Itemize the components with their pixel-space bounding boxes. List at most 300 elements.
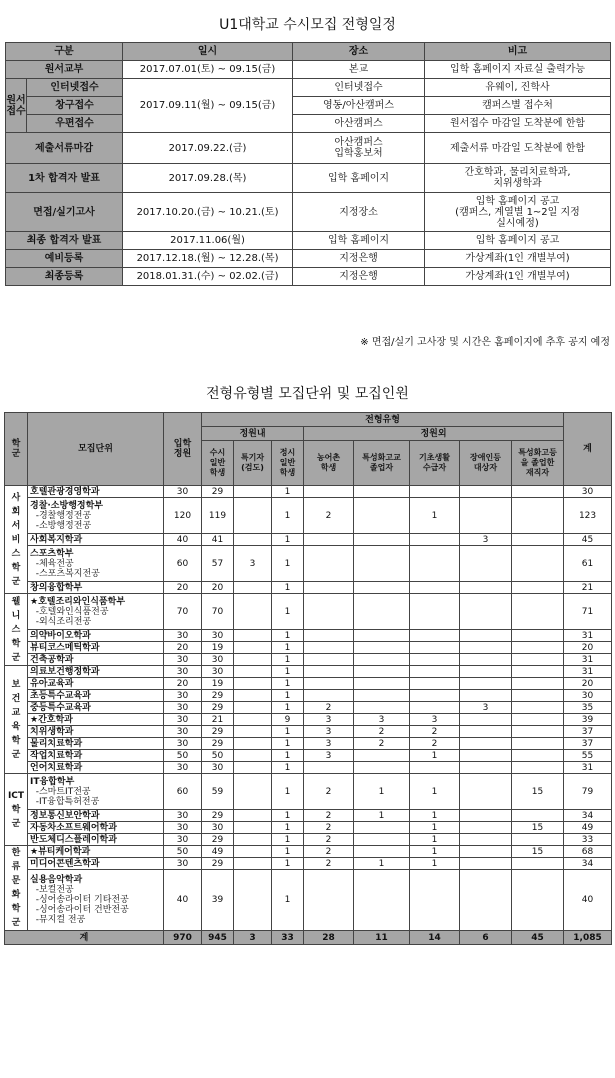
count-cell	[234, 594, 272, 630]
schedule-header-row	[6, 43, 611, 61]
count-cell: 30	[164, 630, 202, 642]
recruit-row	[5, 690, 612, 702]
count-cell	[512, 702, 564, 714]
type-column-header: 기초생활 수급자	[410, 441, 460, 486]
count-cell	[512, 642, 564, 654]
count-cell: 59	[202, 774, 234, 810]
count-cell: 40	[164, 870, 202, 931]
schedule-row	[6, 193, 611, 232]
unit-sub-major: -호텔와인식품전공	[30, 606, 109, 617]
college-name: ICT 학 군	[5, 774, 28, 846]
unit-title: 초등특수교육과	[30, 690, 91, 701]
unit-title: 의료보건행정학과	[30, 666, 100, 677]
count-cell	[234, 582, 272, 594]
schedule-date: 2017.10.20.(금) ~ 10.21.(토)	[123, 193, 293, 232]
count-cell	[460, 594, 512, 630]
count-cell: 1	[272, 594, 304, 630]
schedule-title: U1대학교 수시모집 전형일정	[219, 17, 396, 33]
schedule-memo: 캠퍼스별 접수처	[425, 97, 611, 115]
count-cell: 30	[164, 858, 202, 870]
unit-sub-major: -경찰행정전공	[30, 510, 92, 521]
unit-total-cell: 61	[564, 546, 612, 582]
count-cell: 2	[304, 810, 354, 822]
unit-total-cell: 71	[564, 594, 612, 630]
schedule-header-cell: 장소	[293, 43, 425, 61]
count-cell	[512, 654, 564, 666]
count-cell	[234, 750, 272, 762]
count-cell: 1	[272, 702, 304, 714]
college-name: 사 회 서 비 스 학 군	[5, 486, 28, 594]
count-cell: 40	[164, 534, 202, 546]
unit-total-cell: 20	[564, 642, 612, 654]
count-cell	[304, 582, 354, 594]
count-cell	[512, 666, 564, 678]
unit-sub-major: -소방행정전공	[30, 520, 92, 531]
total-count-cell: 6	[460, 931, 512, 945]
count-cell	[460, 666, 512, 678]
count-cell: 30	[164, 810, 202, 822]
count-cell	[354, 594, 410, 630]
count-cell	[460, 690, 512, 702]
count-cell: 1	[410, 846, 460, 858]
count-cell	[354, 870, 410, 931]
total-count-cell: 45	[512, 931, 564, 945]
type-column-header: 수시 일반 학생	[202, 441, 234, 486]
count-cell: 15	[512, 846, 564, 858]
count-cell: 1	[272, 534, 304, 546]
count-cell	[234, 834, 272, 846]
count-cell	[234, 858, 272, 870]
count-cell: 1	[272, 642, 304, 654]
count-cell: 29	[202, 486, 234, 498]
count-cell	[512, 582, 564, 594]
count-cell	[234, 642, 272, 654]
unit-total-cell: 33	[564, 834, 612, 846]
count-cell: 1	[410, 858, 460, 870]
schedule-date: 2017.09.11(월) ~ 09.15(금)	[123, 79, 293, 133]
unit-title: 실용음악학과	[30, 875, 83, 886]
count-cell	[512, 726, 564, 738]
unit-sub-major: -싱어송라이터 기타전공	[30, 895, 129, 906]
count-cell: 30	[164, 738, 202, 750]
unit-total-cell: 123	[564, 498, 612, 534]
total-count-cell: 28	[304, 931, 354, 945]
unit-title: 호텔관광경영학과	[30, 486, 100, 497]
count-cell	[304, 642, 354, 654]
unit-sub-major: -IT융합특허전공	[30, 796, 100, 807]
recruit-row	[5, 666, 612, 678]
count-cell	[460, 486, 512, 498]
count-cell: 1	[272, 690, 304, 702]
count-cell: 1	[272, 774, 304, 810]
count-cell: 15	[512, 774, 564, 810]
unit-name	[28, 774, 164, 810]
count-cell	[460, 870, 512, 931]
unit-title: ★호텔조리와인식품학부	[30, 596, 126, 607]
schedule-memo: 유웨이, 진학사	[425, 79, 611, 97]
schedule-label: 제출서류마감	[6, 133, 123, 164]
recruit-row	[5, 822, 612, 834]
schedule-memo: 간호학과, 물리치료학과, 치위생학과	[425, 164, 611, 193]
count-cell	[410, 678, 460, 690]
unit-total-cell: 21	[564, 582, 612, 594]
count-cell: 9	[272, 714, 304, 726]
count-cell: 1	[410, 498, 460, 534]
count-cell	[460, 762, 512, 774]
unit-total-cell: 45	[564, 534, 612, 546]
recruit-header-row	[5, 413, 612, 427]
count-cell: 30	[164, 822, 202, 834]
unit-sub-major: -뮤지컬 전공	[30, 915, 86, 926]
count-cell	[410, 630, 460, 642]
unit-sub-major: -스마트IT전공	[30, 786, 91, 797]
count-cell: 1	[272, 858, 304, 870]
unit-name	[28, 738, 164, 750]
schedule-date: 2017.12.18.(월) ~ 12.28.(목)	[123, 250, 293, 268]
schedule-date: 2017.09.28.(목)	[123, 164, 293, 193]
college-name: 보 건 교 육 학 군	[5, 666, 28, 774]
count-cell	[512, 690, 564, 702]
count-cell: 49	[202, 846, 234, 858]
unit-total-cell: 31	[564, 630, 612, 642]
unit-total-cell: 31	[564, 762, 612, 774]
count-cell	[354, 690, 410, 702]
count-cell	[304, 690, 354, 702]
count-cell	[354, 534, 410, 546]
count-cell: 1	[272, 738, 304, 750]
count-cell: 3	[460, 534, 512, 546]
count-cell	[460, 678, 512, 690]
unit-total-cell: 49	[564, 822, 612, 834]
unit-name	[28, 486, 164, 498]
unit-title: 언어치료학과	[30, 762, 83, 773]
count-cell: 1	[272, 762, 304, 774]
unit-title: 의약바이오학과	[30, 630, 91, 641]
count-cell: 1	[272, 498, 304, 534]
unit-name	[28, 498, 164, 534]
count-cell	[234, 666, 272, 678]
count-cell: 19	[202, 642, 234, 654]
count-cell	[512, 750, 564, 762]
schedule-label: 최종등록	[6, 268, 123, 286]
count-cell: 29	[202, 810, 234, 822]
count-cell	[304, 678, 354, 690]
unit-sub-major: -싱어송라이터 건반전공	[30, 905, 129, 916]
count-cell	[512, 486, 564, 498]
unit-total-cell: 31	[564, 654, 612, 666]
count-cell: 120	[164, 498, 202, 534]
schedule-row	[6, 61, 611, 79]
schedule-memo: 제출서류 마감일 도착분에 한함	[425, 133, 611, 164]
unit-total-cell: 20	[564, 678, 612, 690]
schedule-date: 2018.01.31.(수) ~ 02.02.(금)	[123, 268, 293, 286]
count-cell	[512, 762, 564, 774]
unit-name	[28, 642, 164, 654]
unit-sub-major: -보컬전공	[30, 885, 74, 896]
count-cell: 29	[202, 858, 234, 870]
count-cell	[512, 594, 564, 630]
count-cell	[234, 714, 272, 726]
total-label: 계	[5, 931, 164, 945]
unit-title: 뷰티코스메틱학과	[30, 642, 100, 653]
count-cell	[460, 726, 512, 738]
total-count-cell: 970	[164, 931, 202, 945]
type-column-header: 정시 일반 학생	[272, 441, 304, 486]
schedule-place: 영동/아산캠퍼스	[293, 97, 425, 115]
count-cell	[354, 654, 410, 666]
count-cell: 2	[304, 834, 354, 846]
count-cell: 1	[272, 666, 304, 678]
unit-total-cell: 39	[564, 714, 612, 726]
recruit-total-row	[5, 931, 612, 945]
count-cell	[234, 702, 272, 714]
count-cell: 2	[304, 774, 354, 810]
recruit-title: 전형유형별 모집단위 및 모집인원	[206, 386, 409, 402]
count-cell	[512, 630, 564, 642]
count-cell	[304, 762, 354, 774]
count-cell: 1	[272, 750, 304, 762]
unit-title: 물리치료학과	[30, 738, 83, 749]
recruit-row	[5, 858, 612, 870]
count-cell	[354, 666, 410, 678]
unit-title: 작업치료학과	[30, 750, 83, 761]
count-cell	[460, 750, 512, 762]
recruit-row	[5, 582, 612, 594]
count-cell: 3	[304, 714, 354, 726]
total-count-cell: 3	[234, 931, 272, 945]
count-cell	[354, 642, 410, 654]
type-column-header: 특성화고등 을 졸업한 재직자	[512, 441, 564, 486]
count-cell	[410, 690, 460, 702]
count-cell	[354, 702, 410, 714]
count-cell	[460, 654, 512, 666]
recruit-row	[5, 654, 612, 666]
count-cell: 1	[410, 750, 460, 762]
unit-total-cell: 40	[564, 870, 612, 931]
unit-title: 건축공학과	[30, 654, 74, 665]
unit-name	[28, 546, 164, 582]
unit-title: 정보통신보안학과	[30, 810, 100, 821]
outside-header: 정원외	[304, 427, 564, 441]
recruit-row	[5, 594, 612, 630]
count-cell	[354, 498, 410, 534]
unit-title: 미디어콘텐츠학과	[30, 858, 100, 869]
schedule-label: 최종 합격자 발표	[6, 232, 123, 250]
schedule-place: 인터넷접수	[293, 79, 425, 97]
count-cell: 1	[272, 546, 304, 582]
count-cell: 1	[272, 810, 304, 822]
schedule-place: 지정은행	[293, 250, 425, 268]
schedule-date: 2017.09.22.(금)	[123, 133, 293, 164]
schedule-label: 예비등록	[6, 250, 123, 268]
count-cell	[234, 846, 272, 858]
schedule-place: 입학 홈페이지	[293, 164, 425, 193]
recruit-row	[5, 498, 612, 534]
unit-sub-major: -외식조리전공	[30, 616, 92, 627]
unit-name	[28, 858, 164, 870]
recruit-row	[5, 834, 612, 846]
type-column-header: 특기자 (검도)	[234, 441, 272, 486]
count-cell: 3	[304, 726, 354, 738]
unit-title: 사회복지학과	[30, 534, 83, 545]
schedule-note: ※ 면접/실기 고사장 및 시간은 홈페이지에 추후 공지 예정	[360, 337, 610, 348]
count-cell: 2	[410, 726, 460, 738]
count-cell: 29	[202, 834, 234, 846]
count-cell: 39	[202, 870, 234, 931]
college-name: 한 류 문 화 학 군	[5, 846, 28, 931]
count-cell	[410, 702, 460, 714]
count-cell	[354, 822, 410, 834]
count-cell: 50	[164, 846, 202, 858]
count-cell: 20	[164, 582, 202, 594]
unit-sub-major: -스포츠복지전공	[30, 568, 100, 579]
count-cell	[460, 498, 512, 534]
schedule-label: 면접/실기고사	[6, 193, 123, 232]
count-cell: 30	[164, 702, 202, 714]
count-cell	[460, 642, 512, 654]
schedule-header-cell: 일시	[123, 43, 293, 61]
count-cell: 30	[164, 690, 202, 702]
count-cell	[304, 594, 354, 630]
schedule-memo: 입학 홈페이지 공고 (캠퍼스, 계열별 1~2일 지정 실시예정)	[425, 193, 611, 232]
college-name: 웰 니 스 학 군	[5, 594, 28, 666]
count-cell	[512, 834, 564, 846]
unit-name	[28, 834, 164, 846]
count-cell	[460, 738, 512, 750]
type-header: 전형유형	[202, 413, 564, 427]
unit-name	[28, 822, 164, 834]
count-cell	[460, 846, 512, 858]
count-cell	[410, 762, 460, 774]
schedule-row	[6, 115, 611, 133]
unit-total-cell: 37	[564, 726, 612, 738]
count-cell: 1	[272, 846, 304, 858]
count-cell: 2	[304, 858, 354, 870]
count-cell: 2	[304, 846, 354, 858]
unit-name	[28, 702, 164, 714]
count-cell	[234, 810, 272, 822]
total-count-cell: 33	[272, 931, 304, 945]
count-cell: 30	[202, 666, 234, 678]
count-cell: 1	[410, 822, 460, 834]
unit-name	[28, 846, 164, 858]
unit-name	[28, 714, 164, 726]
count-cell: 3	[460, 702, 512, 714]
count-cell: 3	[234, 546, 272, 582]
count-cell	[512, 498, 564, 534]
count-cell	[234, 678, 272, 690]
count-cell	[234, 486, 272, 498]
count-cell	[460, 822, 512, 834]
count-cell: 30	[202, 762, 234, 774]
recruit-row	[5, 714, 612, 726]
count-cell: 15	[512, 822, 564, 834]
schedule-memo: 원서접수 마감일 도착분에 한함	[425, 115, 611, 133]
inside-header: 정원내	[202, 427, 304, 441]
count-cell	[410, 486, 460, 498]
count-cell: 1	[410, 774, 460, 810]
count-cell: 30	[164, 654, 202, 666]
recruit-row	[5, 774, 612, 810]
count-cell: 1	[410, 810, 460, 822]
total-count-cell: 1,085	[564, 931, 612, 945]
count-cell	[512, 738, 564, 750]
unit-total-cell: 30	[564, 486, 612, 498]
schedule-date: 2017.07.01(토) ~ 09.15(금)	[123, 61, 293, 79]
unit-name	[28, 870, 164, 931]
recruit-row	[5, 486, 612, 498]
count-cell	[354, 750, 410, 762]
schedule-memo: 가상계좌(1인 개별부여)	[425, 268, 611, 286]
recruit-row	[5, 846, 612, 858]
count-cell	[410, 546, 460, 582]
count-cell: 2	[410, 738, 460, 750]
count-cell	[512, 714, 564, 726]
recruit-table	[4, 412, 612, 945]
unit-total-cell: 30	[564, 690, 612, 702]
count-cell	[354, 546, 410, 582]
unit-title: 반도체디스플레이학과	[30, 834, 117, 845]
count-cell: 2	[354, 726, 410, 738]
unit-total-cell: 35	[564, 702, 612, 714]
count-cell	[410, 594, 460, 630]
count-cell	[410, 642, 460, 654]
count-cell	[354, 630, 410, 642]
recruit-row	[5, 738, 612, 750]
count-cell	[410, 534, 460, 546]
unit-title: 자동차소프트웨어학과	[30, 822, 117, 833]
count-cell: 20	[202, 582, 234, 594]
count-cell: 3	[304, 738, 354, 750]
count-cell	[512, 534, 564, 546]
count-cell	[354, 762, 410, 774]
schedule-row	[6, 164, 611, 193]
count-cell: 50	[164, 750, 202, 762]
count-cell	[512, 810, 564, 822]
recruit-row	[5, 630, 612, 642]
recruit-row	[5, 750, 612, 762]
schedule-header-cell: 비고	[425, 43, 611, 61]
count-cell: 3	[304, 750, 354, 762]
schedule-row	[6, 97, 611, 115]
quota-header: 입학 정원	[164, 413, 202, 486]
unit-name	[28, 594, 164, 630]
count-cell	[234, 870, 272, 931]
count-cell	[460, 546, 512, 582]
schedule-memo: 가상계좌(1인 개별부여)	[425, 250, 611, 268]
unit-title: 경찰·소방행정학부	[30, 500, 103, 511]
unit-name	[28, 810, 164, 822]
count-cell	[460, 714, 512, 726]
count-cell	[354, 846, 410, 858]
schedule-memo: 입학 홈페이지 공고	[425, 232, 611, 250]
count-cell: 1	[354, 858, 410, 870]
schedule-label: 원서교부	[6, 61, 123, 79]
count-cell: 2	[304, 822, 354, 834]
count-cell	[410, 582, 460, 594]
unit-name	[28, 654, 164, 666]
count-cell: 2	[304, 702, 354, 714]
count-cell: 30	[202, 630, 234, 642]
count-cell: 1	[272, 678, 304, 690]
count-cell	[304, 534, 354, 546]
schedule-label: 창구접수	[27, 97, 123, 115]
schedule-row	[6, 268, 611, 286]
unit-name	[28, 534, 164, 546]
schedule-place: 아산캠퍼스 입학홍보처	[293, 133, 425, 164]
schedule-group-label: 원서 접수	[6, 79, 27, 133]
count-cell	[512, 858, 564, 870]
